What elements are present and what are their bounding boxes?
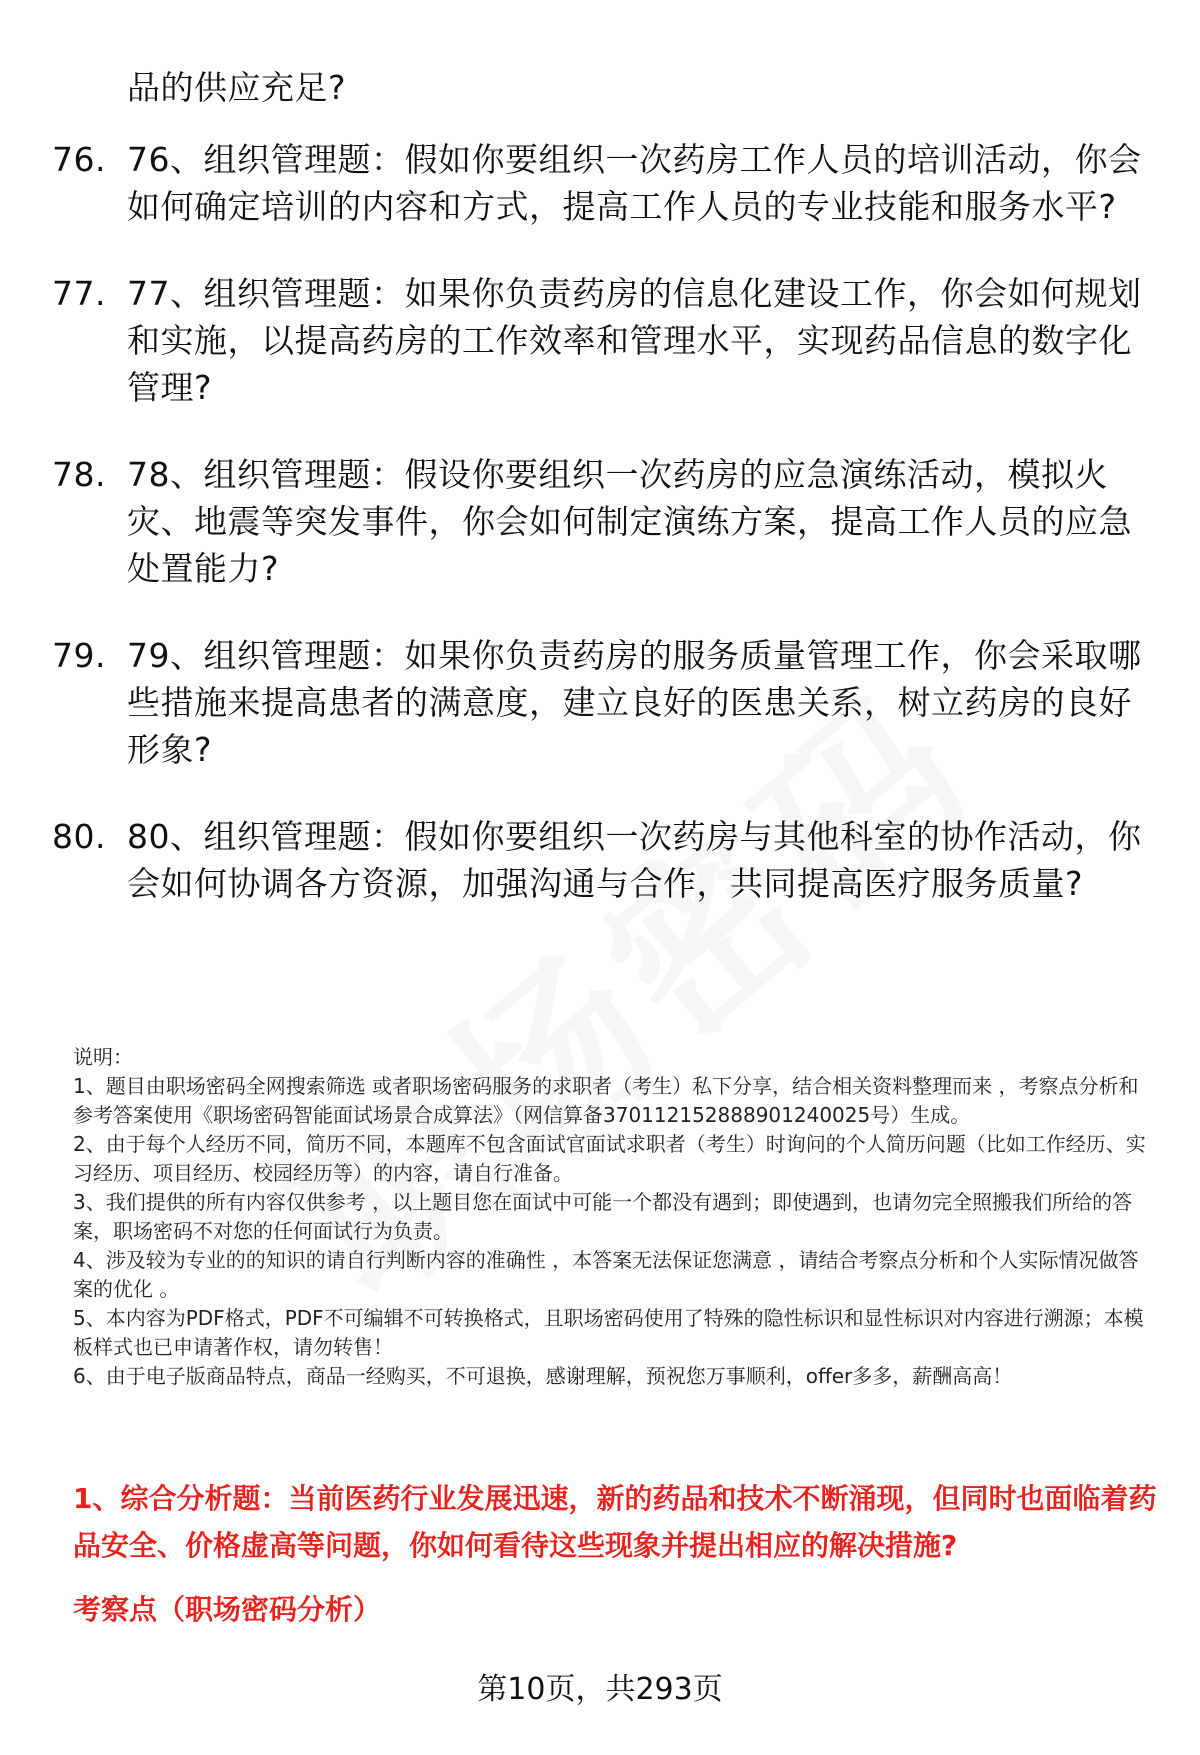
analysis-heading: 考察点（职场密码分析） xyxy=(73,1593,382,1626)
question-number: 80. xyxy=(52,817,106,856)
note-item: 6、由于电子版商品特点，商品一经购买，不可退换，感谢理解，预祝您万事顺利，offer多多，薪酬高高！ xyxy=(73,1364,1013,1388)
question-item xyxy=(0,813,1200,907)
note-item: 5、本内容为PDF格式，PDF不可编辑不可转换格式，且职场密码使用了特殊的隐性标识和显性标识对内容进行溯源；本模板样式也已申请著作权，请勿转售！ xyxy=(73,1306,1144,1359)
note-item: 4、涉及较为专业的的知识的请自行判断内容的准确性 ，本答案无法保证您满意 ，请结合考察点分析和个人实际情况做答案的优化 。 xyxy=(73,1248,1139,1301)
note-item: 3、我们提供的所有内容仅供参考 ，以上题目您在面试中可能一个都没有遇到；即使遇到，也请勿完全照搬我们所给的答案，职场密码不对您的任何面试行为负责。 xyxy=(73,1190,1133,1243)
question-text: 76、组织管理题：假如你要组织一次药房工作人员的培训活动，你会如何确定培训的内容和方式，提高工作人员的专业技能和服务水平? xyxy=(127,140,1142,226)
question-text: 77、组织管理题：如果你负责药房的信息化建设工作，你会如何规划和实施，以提高药房的工作效率和管理水平，实现药品信息的数字化管理? xyxy=(127,274,1142,407)
question-item xyxy=(0,632,1200,773)
question-list xyxy=(0,136,1200,947)
question-item xyxy=(0,270,1200,411)
notes-section xyxy=(73,1043,1158,1391)
featured-question: 1、综合分析题：当前医药行业发展迅速，新的药品和技术不断涌现，但同时也面临着药品安全、价格虚高等问题，你如何看待这些现象并提出相应的解决措施? xyxy=(73,1482,1157,1562)
page-footer: 第10页，共293页 xyxy=(477,1672,723,1707)
question-item xyxy=(0,136,1200,230)
question-text: 79、组织管理题：如果你负责药房的服务质量管理工作，你会采取哪些措施来提高患者的满意度，建立良好的医患关系，树立药房的良好形象? xyxy=(127,636,1142,769)
notes-title: 说明： xyxy=(73,1045,133,1069)
question-number: 78. xyxy=(52,455,106,494)
continued-question-text: 品的供应充足? xyxy=(127,68,347,107)
note-item: 2、由于每个人经历不同，简历不同，本题库不包含面试官面试求职者（考生）时询问的个人简历问题（比如工作经历、实习经历、项目经历、校园经历等）的内容，请自行准备。 xyxy=(73,1132,1146,1185)
question-number: 77. xyxy=(52,274,106,313)
question-item xyxy=(0,451,1200,592)
question-number: 79. xyxy=(52,636,106,675)
question-text: 80、组织管理题：假如你要组织一次药房与其他科室的协作活动，你会如何协调各方资源，加强沟通与合作，共同提高医疗服务质量? xyxy=(127,817,1142,903)
note-item: 1、题目由职场密码全网搜索筛选 或者职场密码服务的求职者（考生）私下分享，结合相关资料整理而来 ，考察点分析和参考答案使用《职场密码智能面试场景合成算法》（网信算备370112152888901240025号）生成。 xyxy=(73,1074,1139,1127)
question-number: 76. xyxy=(52,140,106,179)
question-text: 78、组织管理题：假设你要组织一次药房的应急演练活动，模拟火灾、地震等突发事件，你会如何制定演练方案，提高工作人员的应急处置能力? xyxy=(127,455,1132,588)
